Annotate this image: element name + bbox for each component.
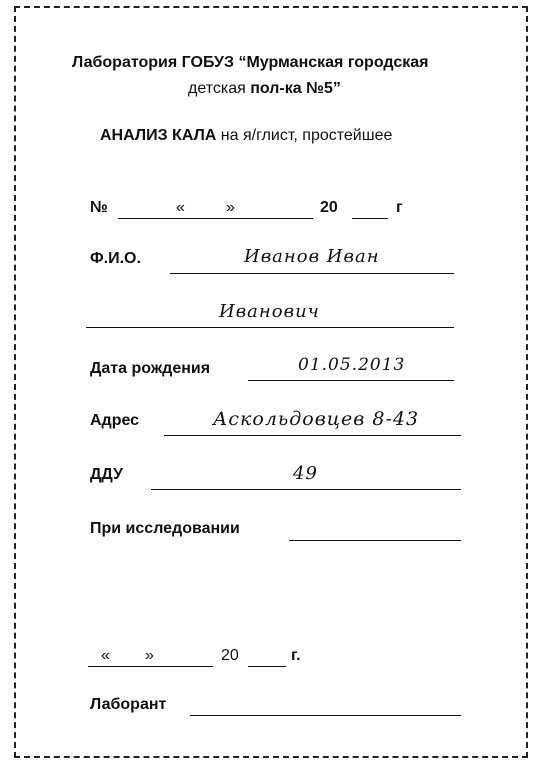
form-border (14, 6, 528, 758)
birth-value: 01.05.2013 (298, 355, 406, 375)
birth-line (248, 380, 454, 381)
ddu-line (151, 489, 461, 490)
date-year-suffix: г. (291, 647, 301, 664)
header-line-2-bold: пол-ка №5” (250, 80, 341, 97)
number-year-suffix: г (396, 199, 403, 216)
date-year-line (248, 666, 286, 667)
lab-label: Лаборант (90, 696, 167, 713)
analysis-title-rest: на я/глист, простейшее (216, 127, 393, 144)
fio-line-1 (170, 273, 454, 274)
number-date-line (118, 218, 313, 219)
research-label: При исследовании (90, 520, 240, 537)
header-line-1: Лаборатория ГОБУЗ “Мурманская городская (72, 54, 429, 71)
research-line (289, 540, 461, 541)
analysis-title (100, 127, 392, 145)
date-quote-open: « (101, 647, 110, 664)
ddu-label: ДДУ (90, 466, 123, 483)
number-year-prefix: 20 (320, 199, 338, 216)
address-label: Адрес (90, 412, 140, 429)
birth-label: Дата рождения (90, 360, 211, 377)
number-label: № (90, 199, 108, 216)
lab-signature-line (190, 715, 461, 716)
fio-label: Ф.И.О. (90, 250, 141, 267)
date-year-prefix: 20 (221, 647, 239, 664)
ddu-value: 49 (293, 463, 318, 484)
header-line-2 (188, 80, 341, 98)
number-quote-close: » (226, 199, 235, 216)
date-quote-close: » (145, 647, 154, 664)
number-year-line (352, 218, 388, 219)
header-line-2-text: детская (188, 80, 251, 97)
fio-line-2 (86, 327, 454, 328)
address-line (164, 435, 461, 436)
fio-value-line-2: Иванович (219, 301, 320, 322)
address-value: Аскольдовцев 8-43 (213, 408, 420, 430)
fio-value-line-1: Иванов Иван (244, 246, 380, 267)
date-line (88, 666, 213, 667)
analysis-title-bold: АНАЛИЗ КАЛА (100, 127, 217, 144)
number-quote-open: « (176, 199, 185, 216)
